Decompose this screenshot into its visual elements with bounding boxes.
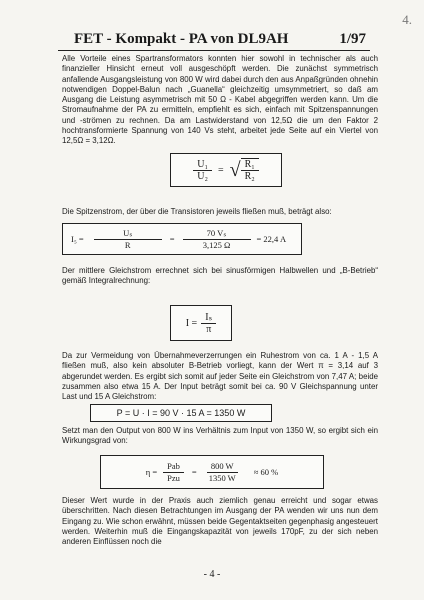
formula-peak-current: [62, 223, 302, 255]
paragraph-efficiency-intro: Setzt man den Output von 800 W ins Verhältnis zum Input von 1350 W, so ergibt sich ein Wirkungsgrad von:: [62, 426, 378, 446]
formula-den2: 1350 W: [208, 472, 236, 483]
formula-u1: U₁: [193, 159, 212, 171]
corner-page-number: 4.: [402, 12, 412, 27]
formula-lhs: I₅ =: [71, 234, 84, 244]
formula-num2: 70 Vₛ: [183, 228, 251, 240]
paragraph-bias-current: Da zur Vermeidung von Übernahmeverzerrungen ein Ruhestrom von ca. 1 A - 1,5 A fließen muß, also kein absoluter B-Betrieb vorliegt, kann der Wert π = 3,14 auf 3 abgerundet werden. Es ergibt sich somit auf jeder Seite ein Gleichstrom von 7,47 A; beide zusammen also etwa 15 A. Der Input beträgt somit bei ca. 90 V Gleichspannung unter Last und 15 A Gleichstrom:: [62, 351, 378, 402]
formula-num: Pab: [163, 461, 184, 473]
page-header: [58, 31, 370, 51]
formula-lhs: η =: [145, 467, 158, 477]
formula-input-power: P = U · I = 90 V · 15 A = 1350 W: [90, 404, 272, 422]
issue-number: 1/97: [339, 31, 366, 47]
formula-eq: =: [191, 467, 197, 477]
formula-r1: R₁: [241, 159, 259, 171]
formula-num2: 800 W: [207, 461, 238, 473]
formula-eq: =: [169, 234, 175, 244]
sqrt-icon: √: [229, 159, 241, 181]
formula-den: π: [206, 323, 212, 335]
paragraph-peak-current: Die Spitzenstrom, der über die Transistoren jeweils fließen muß, beträgt also:: [62, 207, 332, 216]
formula-r2: R₂: [244, 171, 255, 182]
page-title: FET - Kompakt - PA von DL9AH: [74, 31, 289, 47]
formula-u2: U₂: [197, 170, 208, 182]
formula-result: = 22,4 A: [256, 234, 287, 244]
formula-mean-current: [170, 305, 232, 341]
formula-num: Uₛ: [94, 228, 162, 240]
footer-page-number: - 4 -: [203, 569, 221, 580]
formula-eq: =: [217, 164, 224, 176]
paragraph-intro: Alle Vorteile eines Spartransformators konnten hier sowohl in technischer als auch finanzieller Hinsicht erneut voll ausgeschöpft werden. Die zunächst symmetrisch anfallende Ausgangsleistung von 800 W wird dabei durch den aus Anpaßgründen ohnehin notwendigen Doppel-Balun nach „Guanella“ gleichzeitig umsymmetriert, so daß am Ausgang die Leistung asymmetrisch mit 50 Ω - Kabel abgegriffen werden kann. Um die Stromaufnahme der PA zu ermitteln, empfiehlt es sich, einfach mit Spitzenspannungen und -strömen zu rechnen. Da am Lastwiderstand von 12,5Ω die um den Faktor 2 hochtransformierte Spannung von 140 Vs steht, arbeitet jede Seite auf ein Viertel von 12,5Ω = 3,12Ω.: [62, 54, 378, 146]
formula-den2: 3,125 Ω: [202, 239, 231, 250]
formula-den: Pzu: [167, 472, 180, 483]
paragraph-mean-current: Der mittlere Gleichstrom errechnet sich bei sinusförmigen Halbwellen und „B-Betrieb“ gemäß Integralrechnung:: [62, 266, 378, 286]
formula-lhs: I =: [185, 317, 198, 329]
formula-num: Iₛ: [201, 312, 216, 324]
formula-efficiency: [100, 455, 324, 489]
formula-den: R: [124, 239, 131, 250]
formula-result: ≈ 60 %: [253, 467, 279, 477]
paragraph-conclusion: Dieser Wert wurde in der Praxis auch ziemlich genau erreicht und sogar etwas überschritten. Nach diesen Betrachtungen im Ausgang der PA wenden wir uns nun dem Eingang zu. Wie schon erwähnt, müssen beide Gegentaktseiten gegenphasig angesteuert werden. Weiterhin muß die Eingangskapazität von jeweils 170pF, zu der sich neben anderen Einflüssen noch die: [62, 496, 378, 547]
formula-voltage-ratio: [170, 153, 282, 187]
